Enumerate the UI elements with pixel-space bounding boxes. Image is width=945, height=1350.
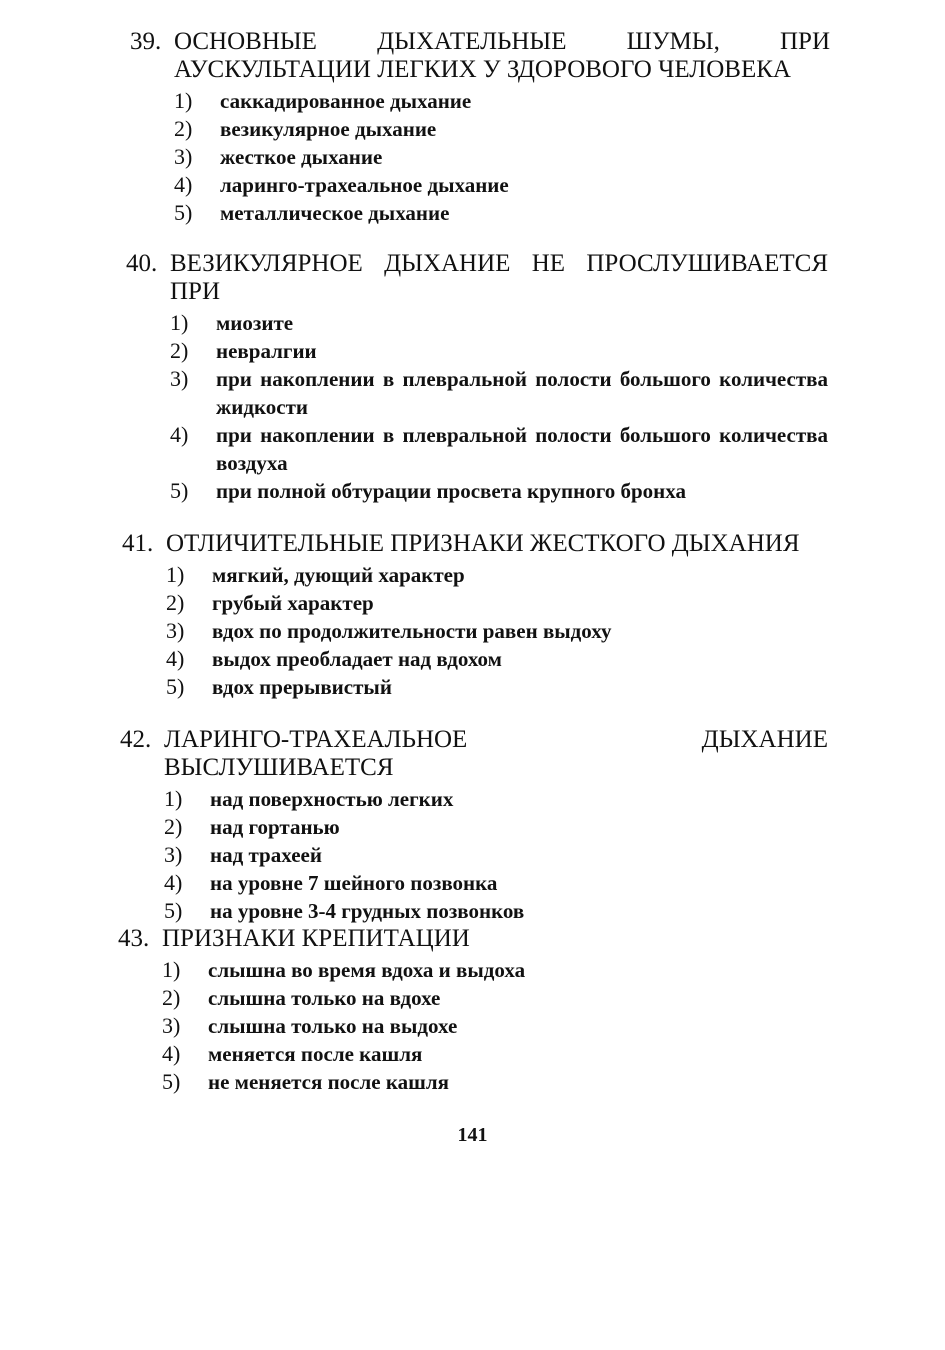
- answer-options: [122, 561, 828, 701]
- answer-option: [122, 673, 828, 701]
- option-text: над гортанью: [210, 815, 340, 839]
- question-text: ПРИЗНАКИ КРЕПИТАЦИИ: [162, 925, 470, 952]
- question-text: ЛАРИНГО-ТРАХЕАЛЬНОЕ ДЫХАНИЕ ВЫСЛУШИВАЕТСЯ: [164, 726, 828, 781]
- answer-option: [120, 869, 828, 897]
- answer-option: [122, 561, 828, 589]
- option-text: при накоплении в плевральной полости большого количества воздуха: [216, 423, 828, 475]
- question-40: [126, 250, 828, 505]
- option-text: грубый характер: [212, 591, 374, 615]
- option-number: 3): [164, 842, 183, 867]
- option-number: 1): [164, 786, 183, 811]
- option-number: 5): [166, 674, 185, 699]
- question-42: [120, 726, 828, 925]
- option-number: 4): [174, 172, 193, 197]
- option-text: на уровне 3-4 грудных позвонков: [210, 899, 525, 923]
- option-number: 2): [174, 116, 193, 141]
- option-text: ларинго-трахеальное дыхание: [220, 173, 509, 197]
- question-number: 43.: [118, 925, 150, 952]
- question-text: ВЕЗИКУЛЯРНОЕ ДЫХАНИЕ НЕ ПРОСЛУШИВАЕТСЯ ПРИ: [170, 250, 828, 305]
- question-header: [126, 250, 828, 306]
- option-text: выдох преобладает над вдохом: [212, 647, 502, 671]
- option-number: 3): [174, 144, 193, 169]
- option-text: миозите: [216, 311, 294, 335]
- option-text: мягкий, дующий характер: [212, 563, 465, 587]
- question-39: [130, 28, 830, 227]
- question-header: [118, 925, 828, 953]
- answer-option: [130, 115, 830, 143]
- option-number: 2): [162, 985, 181, 1010]
- option-text: над трахеей: [210, 843, 322, 867]
- answer-option: [126, 365, 828, 421]
- question-41: [122, 530, 828, 701]
- answer-options: [118, 956, 828, 1096]
- question-43: [118, 925, 828, 1096]
- option-text: слышна только на выдохе: [208, 1014, 458, 1038]
- option-number: 5): [164, 898, 183, 923]
- option-number: 1): [166, 562, 185, 587]
- question-number: 40.: [126, 250, 158, 277]
- question-number: 39.: [130, 28, 162, 55]
- option-text: везикулярное дыхание: [220, 117, 437, 141]
- answer-option: [126, 309, 828, 337]
- answer-option: [122, 617, 828, 645]
- answer-options: [120, 785, 828, 925]
- answer-option: [118, 1012, 828, 1040]
- option-text: меняется после кашля: [208, 1042, 423, 1066]
- answer-option: [130, 171, 830, 199]
- option-text: слышна во время вдоха и выдоха: [208, 958, 526, 982]
- question-header: [120, 726, 828, 782]
- page-number: 141: [457, 1124, 488, 1146]
- option-text: вдох по продолжительности равен выдоху: [212, 619, 612, 643]
- option-text: на уровне 7 шейного позвонка: [210, 871, 498, 895]
- answer-option: [122, 645, 828, 673]
- option-text: вдох прерывистый: [212, 675, 392, 699]
- option-text: не меняется после кашля: [208, 1070, 450, 1094]
- option-text: саккадированное дыхание: [220, 89, 472, 113]
- answer-options: [126, 309, 828, 505]
- option-number: 4): [166, 646, 185, 671]
- option-number: 5): [170, 478, 189, 503]
- answer-options: [130, 87, 830, 227]
- answer-option: [118, 984, 828, 1012]
- option-text: жесткое дыхание: [220, 145, 383, 169]
- answer-option: [122, 589, 828, 617]
- option-text: при полной обтурации просвета крупного бронха: [216, 479, 686, 503]
- answer-option: [120, 841, 828, 869]
- option-text: металлическое дыхание: [220, 201, 450, 225]
- answer-option: [130, 87, 830, 115]
- answer-option: [126, 477, 828, 505]
- option-number: 2): [164, 814, 183, 839]
- answer-option: [118, 1040, 828, 1068]
- option-number: 3): [162, 1013, 181, 1038]
- option-number: 4): [170, 422, 189, 447]
- option-number: 4): [164, 870, 183, 895]
- option-number: 1): [162, 957, 181, 982]
- option-text: при накоплении в плевральной полости большого количества жидкости: [216, 367, 828, 419]
- option-number: 1): [174, 88, 193, 113]
- answer-option: [120, 813, 828, 841]
- option-number: 3): [170, 366, 189, 391]
- option-text: слышна только на вдохе: [208, 986, 441, 1010]
- answer-option: [130, 199, 830, 227]
- answer-option: [130, 143, 830, 171]
- answer-option: [120, 897, 828, 925]
- answer-option: [118, 1068, 828, 1096]
- option-number: 4): [162, 1041, 181, 1066]
- question-text: ОСНОВНЫЕ ДЫХАТЕЛЬНЫЕ ШУМЫ, ПРИ АУСКУЛЬТАЦИИ ЛЕГКИХ У ЗДОРОВОГО ЧЕЛОВЕКА: [174, 28, 830, 83]
- answer-option: [126, 421, 828, 477]
- question-number: 42.: [120, 726, 152, 753]
- answer-option: [120, 785, 828, 813]
- option-number: 3): [166, 618, 185, 643]
- option-number: 5): [174, 200, 193, 225]
- question-text: ОТЛИЧИТЕЛЬНЫЕ ПРИЗНАКИ ЖЕСТКОГО ДЫХАНИЯ: [166, 530, 800, 557]
- option-number: 2): [170, 338, 189, 363]
- answer-option: [126, 337, 828, 365]
- option-number: 1): [170, 310, 189, 335]
- answer-option: [118, 956, 828, 984]
- option-text: над поверхностью легких: [210, 787, 454, 811]
- question-header: [130, 28, 830, 84]
- option-number: 2): [166, 590, 185, 615]
- question-number: 41.: [122, 530, 154, 557]
- option-text: невралгии: [216, 339, 317, 363]
- option-number: 5): [162, 1069, 181, 1094]
- question-header: [122, 530, 828, 558]
